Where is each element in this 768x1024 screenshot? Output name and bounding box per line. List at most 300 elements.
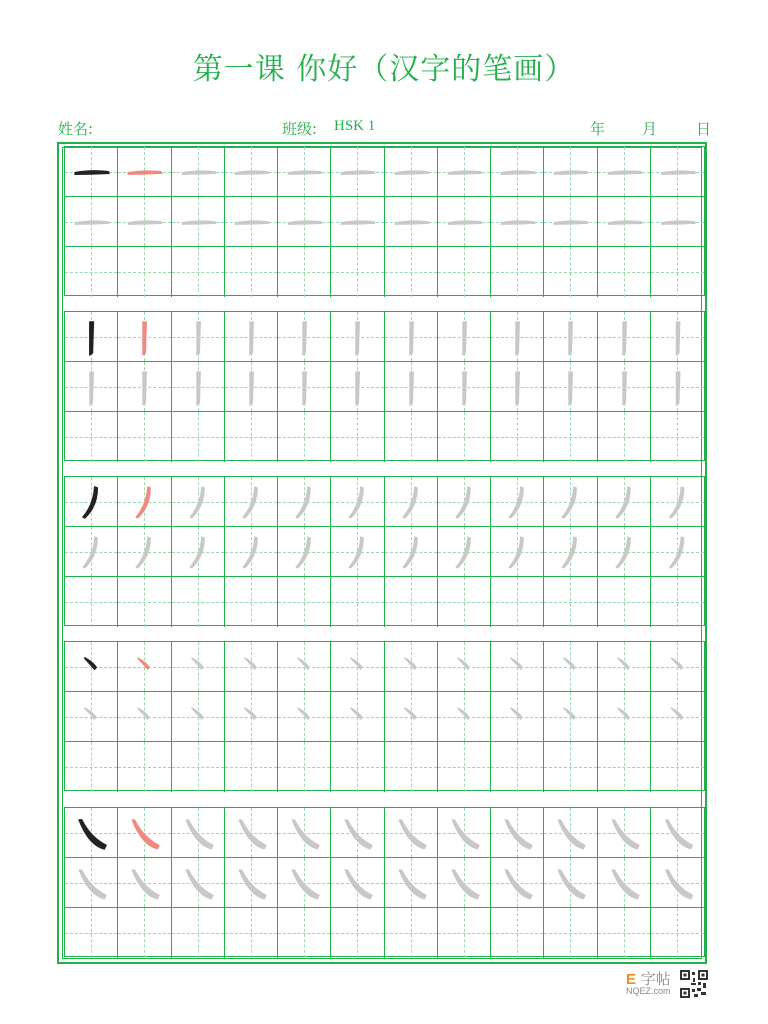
writing-cell[interactable] — [172, 147, 225, 197]
guide-line-horizontal — [278, 272, 330, 273]
writing-cell[interactable] — [385, 477, 438, 527]
writing-cell[interactable] — [65, 312, 118, 362]
writing-cell[interactable] — [598, 858, 651, 908]
stroke-dian-trace-icon — [651, 642, 704, 691]
stroke-shu-trace-icon — [651, 362, 704, 411]
writing-cell[interactable] — [65, 908, 118, 958]
stroke-pie-trace-icon — [172, 477, 224, 526]
writing-cell[interactable] — [65, 247, 118, 297]
writing-cell[interactable] — [651, 742, 704, 792]
writing-cell[interactable] — [598, 742, 651, 792]
stroke-pie-trace-icon — [651, 527, 704, 576]
practice-row — [65, 247, 704, 297]
writing-cell[interactable] — [544, 908, 597, 958]
stroke-dian-trace-icon — [385, 692, 437, 741]
day-label: 日 — [696, 120, 712, 138]
writing-cell[interactable] — [172, 808, 225, 858]
writing-cell[interactable] — [118, 197, 171, 247]
practice-row — [65, 858, 704, 908]
writing-cell[interactable] — [598, 197, 651, 247]
writing-cell[interactable] — [491, 477, 544, 527]
guide-line-horizontal — [278, 767, 330, 768]
writing-cell[interactable] — [225, 197, 278, 247]
class-value: HSK 1 — [334, 118, 376, 134]
guide-line-horizontal — [544, 602, 596, 603]
writing-cell[interactable] — [491, 147, 544, 197]
writing-cell[interactable] — [278, 362, 331, 412]
stroke-na-trace-icon — [65, 858, 117, 907]
writing-cell[interactable] — [491, 312, 544, 362]
practice-row — [65, 147, 704, 197]
writing-cell[interactable] — [491, 742, 544, 792]
guide-line-horizontal — [491, 272, 543, 273]
writing-cell[interactable] — [118, 527, 171, 577]
stroke-dian-trace-icon — [438, 692, 490, 741]
stroke-dian-trace-icon — [598, 642, 650, 691]
writing-cell[interactable] — [491, 692, 544, 742]
guide-line-horizontal — [331, 767, 383, 768]
stroke-na-trace-icon — [225, 808, 277, 857]
writing-cell[interactable] — [544, 147, 597, 197]
practice-row — [65, 477, 704, 527]
writing-cell[interactable] — [438, 477, 491, 527]
writing-cell[interactable] — [651, 197, 704, 247]
writing-cell[interactable] — [172, 527, 225, 577]
stroke-dian-trace-icon — [118, 692, 170, 741]
guide-line-horizontal — [544, 437, 596, 438]
writing-cell[interactable] — [385, 808, 438, 858]
writing-cell[interactable] — [331, 858, 384, 908]
writing-cell[interactable] — [598, 312, 651, 362]
writing-cell[interactable] — [331, 808, 384, 858]
writing-cell[interactable] — [544, 412, 597, 462]
writing-cell[interactable] — [172, 908, 225, 958]
writing-cell[interactable] — [172, 247, 225, 297]
writing-cell[interactable] — [65, 577, 118, 627]
writing-cell[interactable] — [651, 147, 704, 197]
writing-cell[interactable] — [172, 642, 225, 692]
writing-cell[interactable] — [385, 908, 438, 958]
writing-cell[interactable] — [65, 477, 118, 527]
stroke-shu-trace-icon — [385, 312, 437, 361]
stroke-shu-trace-icon — [278, 312, 330, 361]
writing-cell[interactable] — [651, 642, 704, 692]
writing-cell[interactable] — [598, 642, 651, 692]
guide-line-horizontal — [225, 933, 277, 934]
writing-cell[interactable] — [118, 147, 171, 197]
writing-cell[interactable] — [651, 247, 704, 297]
writing-cell[interactable] — [278, 908, 331, 958]
stroke-na-trace-icon — [331, 858, 383, 907]
writing-cell[interactable] — [331, 477, 384, 527]
writing-cell[interactable] — [118, 577, 171, 627]
writing-cell[interactable] — [65, 692, 118, 742]
stroke-heng-trace-icon — [651, 147, 704, 196]
writing-cell[interactable] — [491, 858, 544, 908]
writing-cell[interactable] — [491, 577, 544, 627]
stroke-pie-trace-icon — [278, 477, 330, 526]
writing-cell[interactable] — [491, 412, 544, 462]
writing-cell[interactable] — [225, 858, 278, 908]
stroke-dian-trace-icon — [225, 692, 277, 741]
writing-cell[interactable] — [544, 312, 597, 362]
stroke-heng-trace-icon — [65, 197, 117, 246]
writing-cell[interactable] — [225, 147, 278, 197]
info-row — [58, 118, 712, 138]
writing-cell[interactable] — [598, 247, 651, 297]
writing-cell[interactable] — [65, 858, 118, 908]
writing-cell[interactable] — [278, 147, 331, 197]
guide-line-horizontal — [651, 602, 704, 603]
stroke-pie-trace-icon — [385, 477, 437, 526]
practice-row — [65, 197, 704, 247]
writing-cell[interactable] — [438, 692, 491, 742]
writing-cell[interactable] — [438, 808, 491, 858]
guide-line-horizontal — [598, 602, 650, 603]
writing-cell[interactable] — [438, 197, 491, 247]
guide-line-horizontal — [172, 933, 224, 934]
stroke-shu-trace-icon — [544, 312, 596, 361]
writing-cell[interactable] — [491, 527, 544, 577]
writing-cell[interactable] — [172, 858, 225, 908]
guide-line-horizontal — [118, 602, 170, 603]
writing-cell[interactable] — [385, 312, 438, 362]
stroke-shu-trace-icon — [225, 312, 277, 361]
guide-line-horizontal — [225, 767, 277, 768]
writing-cell[interactable] — [438, 362, 491, 412]
writing-cell[interactable] — [438, 908, 491, 958]
guide-line-horizontal — [438, 767, 490, 768]
writing-cell[interactable] — [278, 808, 331, 858]
writing-cell[interactable] — [278, 477, 331, 527]
stroke-shu-trace-icon — [172, 312, 224, 361]
writing-cell[interactable] — [172, 362, 225, 412]
writing-cell[interactable] — [544, 362, 597, 412]
guide-line-horizontal — [65, 437, 117, 438]
writing-cell[interactable] — [385, 642, 438, 692]
guide-line-horizontal — [598, 437, 650, 438]
guide-line-horizontal — [598, 767, 650, 768]
stroke-heng-trace-icon — [225, 197, 277, 246]
stroke-pie-model-icon — [65, 477, 117, 526]
guide-line-horizontal — [438, 272, 490, 273]
writing-cell[interactable] — [544, 247, 597, 297]
class-label: 班级: — [282, 120, 318, 138]
writing-cell[interactable] — [225, 908, 278, 958]
writing-cell[interactable] — [225, 362, 278, 412]
guide-line-horizontal — [225, 272, 277, 273]
writing-cell[interactable] — [438, 527, 491, 577]
writing-cell[interactable] — [598, 477, 651, 527]
writing-cell[interactable] — [172, 477, 225, 527]
writing-cell[interactable] — [118, 247, 171, 297]
writing-cell[interactable] — [491, 362, 544, 412]
writing-cell[interactable] — [172, 312, 225, 362]
writing-cell[interactable] — [65, 362, 118, 412]
stroke-heng-trace-icon — [544, 147, 596, 196]
writing-cell[interactable] — [65, 197, 118, 247]
writing-cell[interactable] — [278, 247, 331, 297]
writing-cell[interactable] — [65, 808, 118, 858]
stroke-block-dian — [64, 641, 705, 791]
writing-cell[interactable] — [385, 412, 438, 462]
writing-cell[interactable] — [544, 577, 597, 627]
writing-cell[interactable] — [438, 858, 491, 908]
stroke-shu-trace-icon — [225, 362, 277, 411]
guide-line-horizontal — [544, 767, 596, 768]
writing-cell[interactable] — [385, 527, 438, 577]
writing-cell[interactable] — [651, 858, 704, 908]
writing-cell[interactable] — [385, 692, 438, 742]
writing-cell[interactable] — [438, 742, 491, 792]
writing-cell[interactable] — [598, 362, 651, 412]
writing-cell[interactable] — [544, 808, 597, 858]
stroke-dian-trace-icon — [491, 692, 543, 741]
stroke-na-trace-icon — [491, 808, 543, 857]
writing-cell[interactable] — [651, 908, 704, 958]
stroke-block-heng — [64, 146, 705, 296]
brand-word: 字帖 — [640, 970, 671, 988]
writing-cell[interactable] — [278, 642, 331, 692]
writing-cell[interactable] — [331, 147, 384, 197]
writing-cell[interactable] — [491, 197, 544, 247]
stroke-pie-trace-icon — [651, 477, 704, 526]
writing-cell[interactable] — [118, 908, 171, 958]
writing-cell[interactable] — [651, 312, 704, 362]
writing-cell[interactable] — [65, 742, 118, 792]
stroke-dian-trace-icon — [491, 642, 543, 691]
writing-cell[interactable] — [278, 312, 331, 362]
writing-cell[interactable] — [385, 742, 438, 792]
stroke-na-trace-icon — [118, 858, 170, 907]
guide-line-horizontal — [118, 767, 170, 768]
guide-line-horizontal — [65, 602, 117, 603]
stroke-na-trace-icon — [278, 808, 330, 857]
writing-cell[interactable] — [331, 692, 384, 742]
writing-cell[interactable] — [65, 412, 118, 462]
writing-cell[interactable] — [331, 742, 384, 792]
writing-cell[interactable] — [225, 742, 278, 792]
writing-cell[interactable] — [278, 858, 331, 908]
stroke-pie-trace-icon — [598, 477, 650, 526]
writing-cell[interactable] — [331, 412, 384, 462]
stroke-shu-trace-icon — [331, 312, 383, 361]
writing-cell[interactable] — [225, 247, 278, 297]
guide-line-horizontal — [544, 933, 596, 934]
writing-cell[interactable] — [598, 527, 651, 577]
writing-cell[interactable] — [225, 477, 278, 527]
writing-cell[interactable] — [385, 247, 438, 297]
writing-cell[interactable] — [651, 808, 704, 858]
writing-cell[interactable] — [65, 642, 118, 692]
writing-cell[interactable] — [278, 577, 331, 627]
writing-cell[interactable] — [598, 808, 651, 858]
writing-cell[interactable] — [544, 477, 597, 527]
stroke-heng-trace-icon — [385, 197, 437, 246]
writing-cell[interactable] — [118, 312, 171, 362]
stroke-na-trace-icon — [544, 808, 596, 857]
writing-cell[interactable] — [278, 412, 331, 462]
writing-cell[interactable] — [438, 147, 491, 197]
writing-cell[interactable] — [598, 412, 651, 462]
writing-cell[interactable] — [651, 527, 704, 577]
stroke-heng-trace-icon — [118, 197, 170, 246]
writing-cell[interactable] — [491, 908, 544, 958]
writing-cell[interactable] — [278, 197, 331, 247]
guide-line-horizontal — [491, 602, 543, 603]
stroke-shu-trace-icon — [598, 362, 650, 411]
writing-cell[interactable] — [385, 197, 438, 247]
writing-cell[interactable] — [172, 577, 225, 627]
writing-cell[interactable] — [172, 412, 225, 462]
practice-row — [65, 527, 704, 577]
stroke-na-trace-icon — [544, 858, 596, 907]
stroke-block-pie — [64, 476, 705, 626]
stroke-dian-trace-icon — [65, 692, 117, 741]
writing-cell[interactable] — [65, 147, 118, 197]
guide-line-horizontal — [278, 602, 330, 603]
writing-cell[interactable] — [438, 247, 491, 297]
writing-cell[interactable] — [331, 527, 384, 577]
page-title: 第一课 你好（汉字的笔画） — [192, 52, 576, 87]
writing-cell[interactable] — [225, 527, 278, 577]
stroke-shu-demo-icon — [118, 312, 170, 361]
guide-line-horizontal — [278, 933, 330, 934]
writing-cell[interactable] — [544, 858, 597, 908]
stroke-pie-trace-icon — [225, 527, 277, 576]
writing-cell[interactable] — [225, 808, 278, 858]
writing-cell[interactable] — [438, 412, 491, 462]
writing-cell[interactable] — [225, 312, 278, 362]
stroke-heng-trace-icon — [491, 197, 543, 246]
writing-cell[interactable] — [172, 742, 225, 792]
stroke-na-trace-icon — [385, 808, 437, 857]
writing-cell[interactable] — [331, 312, 384, 362]
stroke-na-trace-icon — [438, 808, 490, 857]
writing-cell[interactable] — [331, 247, 384, 297]
writing-cell[interactable] — [331, 642, 384, 692]
writing-cell[interactable] — [225, 692, 278, 742]
stroke-na-trace-icon — [385, 858, 437, 907]
writing-cell[interactable] — [172, 692, 225, 742]
guide-line-horizontal — [118, 272, 170, 273]
guide-line-horizontal — [491, 437, 543, 438]
writing-cell[interactable] — [278, 527, 331, 577]
writing-cell[interactable] — [118, 858, 171, 908]
stroke-dian-demo-icon — [118, 642, 170, 691]
stroke-pie-trace-icon — [172, 527, 224, 576]
stroke-heng-trace-icon — [544, 197, 596, 246]
writing-cell[interactable] — [438, 312, 491, 362]
writing-cell[interactable] — [438, 577, 491, 627]
guide-line-horizontal — [172, 602, 224, 603]
writing-cell[interactable] — [598, 577, 651, 627]
writing-cell[interactable] — [491, 808, 544, 858]
stroke-dian-trace-icon — [544, 692, 596, 741]
writing-cell[interactable] — [491, 642, 544, 692]
writing-cell[interactable] — [598, 147, 651, 197]
stroke-heng-trace-icon — [438, 147, 490, 196]
writing-cell[interactable] — [225, 577, 278, 627]
writing-cell[interactable] — [651, 362, 704, 412]
writing-cell[interactable] — [331, 908, 384, 958]
writing-cell[interactable] — [598, 692, 651, 742]
stroke-na-trace-icon — [278, 858, 330, 907]
stroke-shu-trace-icon — [65, 362, 117, 411]
guide-line-horizontal — [65, 272, 117, 273]
writing-cell[interactable] — [544, 742, 597, 792]
practice-row — [65, 642, 704, 692]
writing-cell[interactable] — [118, 412, 171, 462]
stroke-na-trace-icon — [225, 858, 277, 907]
qr-code-icon — [680, 970, 708, 998]
writing-cell[interactable] — [385, 858, 438, 908]
writing-cell[interactable] — [225, 412, 278, 462]
writing-cell[interactable] — [385, 577, 438, 627]
guide-line-horizontal — [651, 933, 704, 934]
writing-cell[interactable] — [225, 642, 278, 692]
stroke-shu-trace-icon — [438, 312, 490, 361]
writing-cell[interactable] — [118, 362, 171, 412]
stroke-pie-trace-icon — [225, 477, 277, 526]
stroke-pie-trace-icon — [65, 527, 117, 576]
writing-cell[interactable] — [118, 808, 171, 858]
writing-cell[interactable] — [118, 692, 171, 742]
writing-cell[interactable] — [651, 412, 704, 462]
writing-cell[interactable] — [118, 642, 171, 692]
writing-cell[interactable] — [331, 197, 384, 247]
writing-cell[interactable] — [385, 362, 438, 412]
stroke-heng-trace-icon — [172, 147, 224, 196]
stroke-pie-demo-icon — [118, 477, 170, 526]
writing-cell[interactable] — [331, 577, 384, 627]
stroke-pie-trace-icon — [598, 527, 650, 576]
writing-cell[interactable] — [544, 197, 597, 247]
stroke-na-model-icon — [65, 808, 117, 857]
writing-cell[interactable] — [544, 527, 597, 577]
stroke-na-trace-icon — [598, 808, 650, 857]
guide-line-horizontal — [278, 437, 330, 438]
practice-row — [65, 808, 704, 858]
writing-cell[interactable] — [331, 362, 384, 412]
practice-row — [65, 412, 704, 462]
writing-cell[interactable] — [651, 692, 704, 742]
guide-line-horizontal — [172, 272, 224, 273]
stroke-na-trace-icon — [598, 858, 650, 907]
practice-row — [65, 577, 704, 627]
writing-cell[interactable] — [651, 577, 704, 627]
stroke-heng-trace-icon — [331, 197, 383, 246]
writing-cell[interactable] — [385, 147, 438, 197]
writing-cell[interactable] — [491, 247, 544, 297]
writing-cell[interactable] — [278, 742, 331, 792]
guide-line-horizontal — [385, 602, 437, 603]
stroke-shu-trace-icon — [491, 312, 543, 361]
writing-cell[interactable] — [651, 477, 704, 527]
writing-cell[interactable] — [598, 908, 651, 958]
writing-cell[interactable] — [65, 527, 118, 577]
writing-cell[interactable] — [172, 197, 225, 247]
month-label: 月 — [642, 120, 658, 138]
writing-cell[interactable] — [544, 642, 597, 692]
writing-cell[interactable] — [118, 742, 171, 792]
writing-cell[interactable] — [438, 642, 491, 692]
writing-cell[interactable] — [118, 477, 171, 527]
writing-cell[interactable] — [544, 692, 597, 742]
year-label: 年 — [590, 120, 606, 138]
writing-cell[interactable] — [278, 692, 331, 742]
practice-row — [65, 742, 704, 792]
